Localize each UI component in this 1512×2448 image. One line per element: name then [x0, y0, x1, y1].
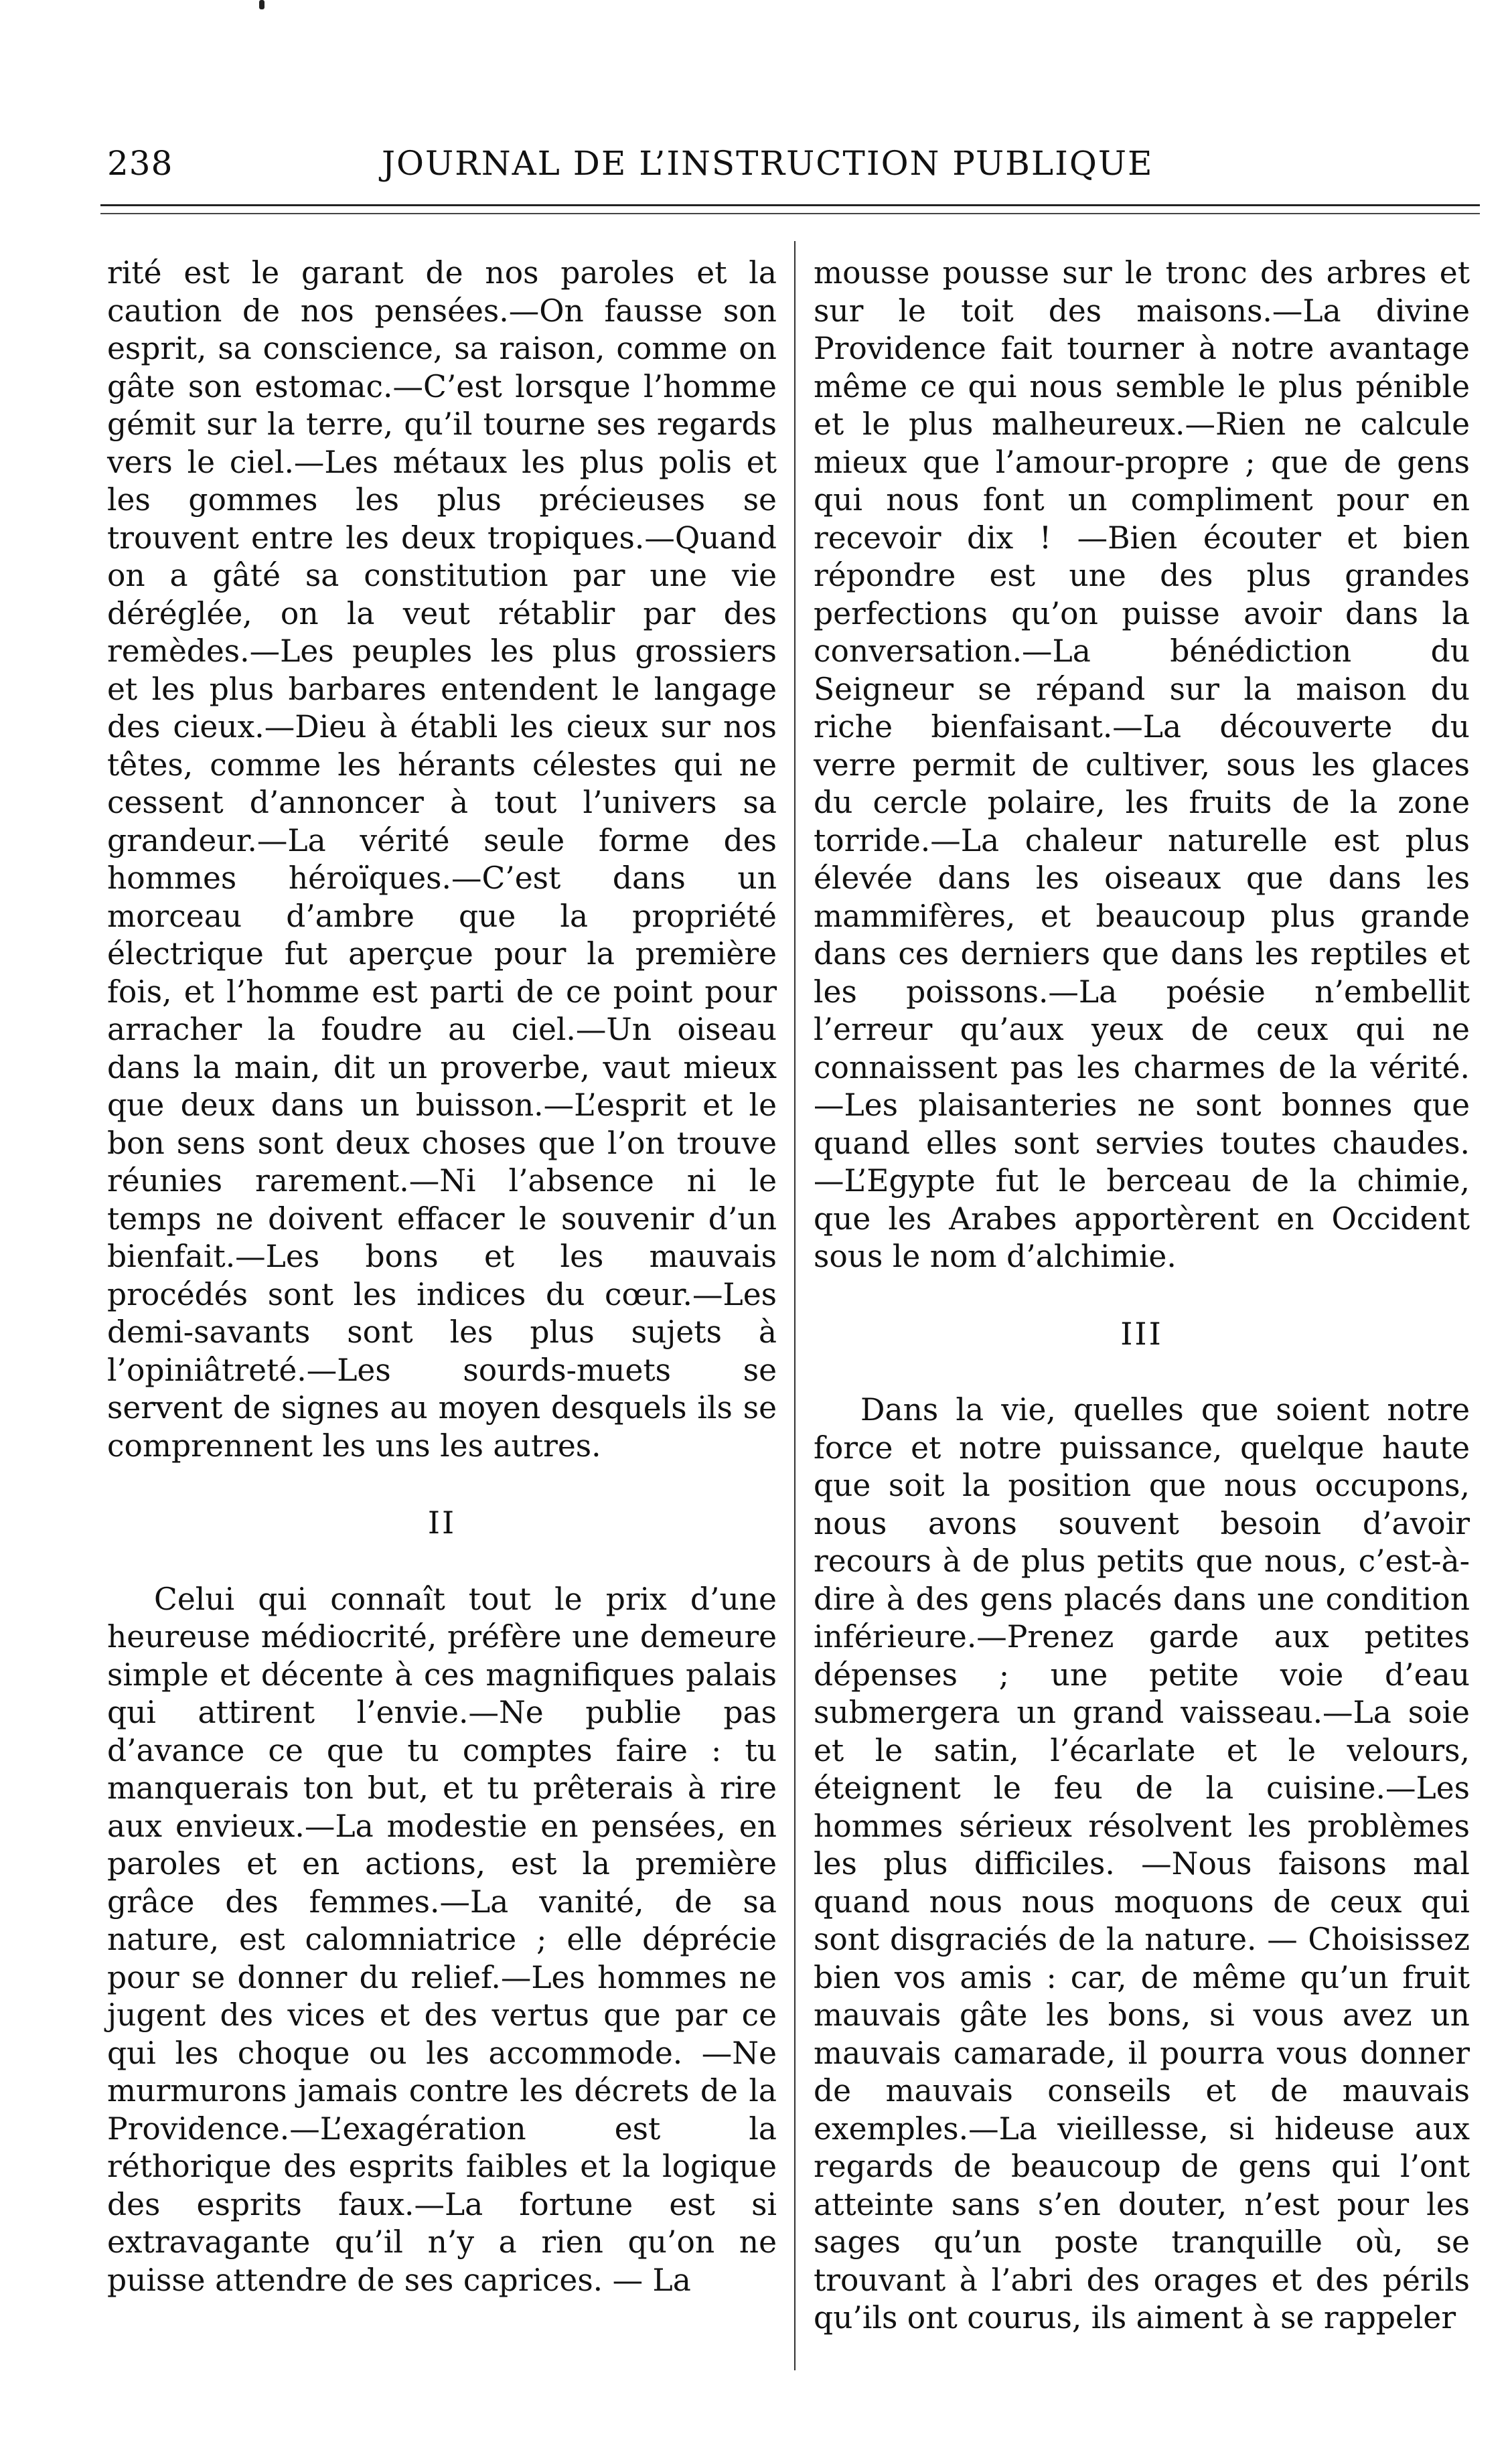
left-column: [107, 254, 777, 2299]
journal-title: JOURNAL DE L’INSTRUCTION PUBLIQUE: [382, 144, 1154, 183]
section-heading-ii: II: [427, 1505, 457, 1541]
left-paragraph-1: rité est le garant de nos paroles et la caution de nos pensées.—On fausse son esprit, sa conscience, sa raison, comme on gâte son estomac.—C’est lorsque l’homme gémit sur la terre, qu’il tourne ses regards vers le ciel.—Les métaux les plus polis et les gommes les plus précieuses se trouvent entre les deux tropiques.—Quand on a gâté sa constitution par une vie déréglée, on la veut rétablir par des remèdes.—Les peuples les plus grossiers et les plus barbares entendent le langage des cieux.—Dieu à établi les cieux sur nos têtes, comme les hérants célestes qui ne cessent d’annoncer à tout l’univers sa grandeur.—La vérité seule forme des hommes héroïques.—C’est dans un morceau d’ambre que la propriété électrique fut aperçue pour la première fois, et l’homme est parti de ce point pour arracher la foudre au ciel.—Un oiseau dans la main, dit un proverbe, vaut mieux que deux dans un buisson.—L’esprit et le bon sens sont deux choses que l’on trouve réunies rarement.—Ni l’absence ni le temps ne doivent effacer le souvenir d’un bienfait.—Les bons et les mauvais procédés sont les indices du cœur.—Les demi-savants sont les plus sujets à l’opiniâtreté.—Les sourds-muets se servent de signes au moyen desquels ils se comprennent les uns les autres.: [107, 255, 777, 1464]
running-head: [107, 144, 1487, 191]
header-rule: [100, 204, 1480, 206]
right-paragraph-1: mousse pousse sur le tronc des arbres et sur le toit des maisons.—La divine Providence fait tourner à notre avantage même ce qui nous semble le plus pénible et le plus malheureux.—Rien ne calcule mieux que l’amour-propre ; que de gens qui nous font un compliment pour en recevoir dix ! —Bien écouter et bien répondre est une des plus grandes perfections qu’on puisse avoir dans la conversation.—La bénédiction du Seigneur se répand sur la maison du riche bienfaisant.—La découverte du verre permit de cultiver, sous les glaces du cercle polaire, les fruits de la zone torride.—La chaleur naturelle est plus élevée dans les oiseaux que dans les mammifères, et beaucoup plus grande dans ces derniers que dans les reptiles et les poissons.—La poésie n’embellit l’erreur qu’aux yeux de ceux qui ne connaissent pas les charmes de la vérité.—Les plaisanteries ne sont bonnes que quand elles sont servies toutes chaudes. —L’Egypte fut le berceau de la chimie, que les Arabes apportèrent en Occident sous le nom d’alchimie.: [814, 255, 1470, 1274]
right-column: [814, 254, 1470, 2338]
left-paragraph-2: Celui qui connaît tout le prix d’une heureuse médiocrité, préfère une demeure simple et décente à ces magnifiques palais qui attirent l’envie.—Ne publie pas d’avance ce que tu comptes faire : tu manquerais ton but, et tu prêterais à rire aux envieux.—La modestie en pensées, en paroles et en actions, est la première grâce des femmes.—La vanité, de sa nature, est calomniatrice ; elle déprécie pour se donner du relief.—Les hommes ne jugent des vices et des vertus que par ce qui les choque ou les accommode. —Ne murmurons jamais contre les décrets de la Providence.—L’exagération est la réthorique des esprits faibles et la logique des esprits faux.—La fortune est si extravagante qu’il n’y a rien qu’on ne puisse attendre de ses caprices. — La: [107, 1581, 777, 2298]
column-divider: [794, 241, 796, 2370]
header-rule-thin: [100, 213, 1480, 214]
print-mark: [259, 0, 264, 9]
page-number: 238: [107, 144, 173, 183]
section-heading-iii: III: [1120, 1315, 1163, 1352]
right-paragraph-2: Dans la vie, quelles que soient notre force et notre puissance, quelque haute que soit la position que nous occupons, nous avons souvent besoin d’avoir recours à de plus petits que nous, c’est-à-dire à des gens placés dans une condition inférieure.—Prenez garde aux petites dépenses ; une petite voie d’eau submergera un grand vaisseau.—La soie et le satin, l’écarlate et le velours, éteignent le feu de la cuisine.—Les hommes sérieux résolvent les problèmes les plus difficiles. —Nous faisons mal quand nous nous moquons de ceux qui sont disgraciés de la nature. — Choisissez bien vos amis : car, de même qu’un fruit mauvais gâte les bons, si vous avez un mauvais camarade, il pourra vous donner de mauvais conseils et de mauvais exemples.—La vieillesse, si hideuse aux regards de beaucoup de gens qui l’ont atteinte sans s’en douter, n’est pour les sages qu’un poste tranquille où, se trouvant à l’abri des orages et des périls qu’ils ont courus, ils aiment à se rappeler: [814, 1392, 1470, 2336]
